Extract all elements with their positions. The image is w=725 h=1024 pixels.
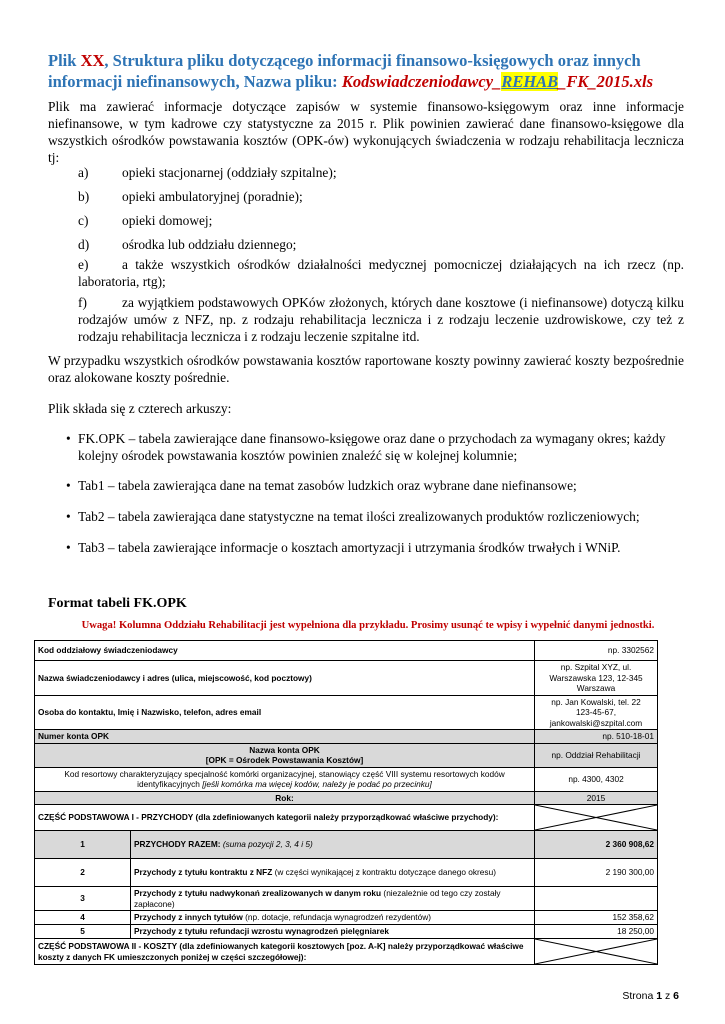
- row-value: [535, 887, 658, 911]
- row-number: 5: [35, 925, 131, 939]
- row-label: Przychody z tytułu refundacji wzrostu wynagrodzeń pielęgniarek: [131, 925, 535, 939]
- row-value: 152 358,62: [535, 911, 658, 925]
- page-total: 6: [673, 990, 679, 1002]
- row-label: Numer konta OPK: [35, 730, 535, 744]
- bullet-tab3: • Tab3 – tabela zawierające informacje o kosztach amortyzacji i utrzymania środków trwałych i WNiP.: [66, 540, 621, 555]
- row-label: Przychody z tytułu kontraktu z NFZ (w części wynikającej z kontraktu dotyczące danego okresu): [131, 859, 535, 887]
- title-xx: XX: [80, 51, 105, 70]
- costs-paragraph: W przypadku wszystkich ośrodków powstawania kosztów raportowane koszty powinny zawierać koszty bezpośrednie oraz alokowane koszty pośrednie.: [48, 353, 684, 385]
- row-number: 2: [35, 859, 131, 887]
- section-header-label: CZĘŚĆ PODSTAWOWA II - KOSZTY (dla zdefiniowanych kategorii kosztowych [poz. A-K] należy przyporządkować właściwe koszty z danych FK umieszczonych poniżej w części szczegółowej):: [35, 939, 535, 965]
- sheets-intro: Plik składa się z czterech arkuszy:: [48, 401, 232, 416]
- table-row: [35, 911, 658, 925]
- section-header-label: CZĘŚĆ PODSTAWOWA I - PRZYCHODY (dla zdefiniowanych kategorii należy przyporządkować właściwe przychody):: [35, 805, 535, 831]
- intro-paragraph: Plik ma zawierać informacje dotyczące zapisów w systemie finansowo-księgowym oraz inne informacje niefinansowe, w tym kadrowe czy statystyczne za 2015 r. Plik powinien zawierać dane finansowo-księgowe dla wszystkich ośrodków powstawania kosztów (OPK-ów) wykonujących świadczenia w rodzaju rehabilitacja lecznicza tj:: [48, 99, 684, 165]
- list-item-b: b) opieki ambulatoryjnej (poradnie);: [78, 189, 303, 204]
- row-label: PRZYCHODY RAZEM: (suma pozycji 2, 3, 4 i 5): [131, 831, 535, 859]
- row-label: Rok:: [35, 791, 535, 805]
- row-value: 2 190 300,00: [535, 859, 658, 887]
- list-item-f: f) za wyjątkiem podstawowych OPKów złożonych, których dane kosztowe (i niefinansowe) dotyczą kilku rodzajów umów z NFZ, np. z rodzaju rehabilitacja lecznicza i z rodzaju leczenie uzdrowiskowe, czy też z rodzaju rehabilitacja lecznicza i z rodzaju leczenie szpitalne itd.: [78, 295, 684, 344]
- row-label: Kod resortowy charakteryzujący specjalność komórki organizacyjnej, stanowiący część VIII systemu resortowych kodów identyfikacyjnych [jeśli komórka ma więcej kodów, należy je podać po przecinku]: [35, 767, 535, 791]
- table-row: [35, 661, 658, 696]
- row-number: 4: [35, 911, 131, 925]
- row-label: Nazwa świadczeniodawcy i adres (ulica, miejscowość, kod pocztowy): [35, 661, 535, 696]
- bullet-fk-opk: • FK.OPK – tabela zawierające dane finansowo-księgowe oraz dane o przychodach za wymagany okres; każdy kolejny ośrodek powstawania kosztów powinien znaleźć się w kolejnej kolumnie;: [66, 431, 666, 463]
- section-header-revenue: [35, 805, 658, 831]
- table-row: [35, 695, 658, 730]
- table-row: [35, 641, 658, 661]
- row-number: 1: [35, 831, 131, 859]
- list-item-c: c) opieki domowej;: [78, 213, 213, 228]
- file-name-part-1: Kodswiadczeniodawcy_: [341, 72, 502, 91]
- table-row: [35, 767, 658, 791]
- table-row: [35, 791, 658, 805]
- row-value: np. Oddział Rehabilitacji: [535, 743, 658, 767]
- fk-opk-table: [34, 640, 658, 965]
- crossed-cell: [535, 939, 658, 965]
- row-value: np. Szpital XYZ, ul. Warszawska 123, 12-345 Warszawa: [535, 661, 658, 696]
- row-value: np. 3302562: [535, 641, 658, 661]
- page-number: 1: [656, 990, 663, 1002]
- table-row: [35, 743, 658, 767]
- row-value: 2015: [535, 791, 658, 805]
- row-label: Przychody z innych tytułów (np. dotacje, refundacja wynagrodzeń rezydentów): [131, 911, 535, 925]
- row-label: Osoba do kontaktu, Imię i Nazwisko, telefon, adres email: [35, 695, 535, 730]
- file-name-highlight: REHAB: [501, 72, 559, 91]
- row-label: Nazwa konta OPK [OPK = Ośrodek Powstawania Kosztów]: [35, 743, 535, 767]
- table-row: [35, 925, 658, 939]
- document-title: Plik XX, Struktura pliku dotyczącego informacji finansowo-księgowych oraz innych informacji niefinansowych, Nazwa pliku: Kodswiadczeniodawcy_REHAB_FK_2015.xls: [48, 51, 654, 91]
- bullet-tab2: • Tab2 – tabela zawierająca dane statystyczne na temat ilości zrealizowanych produktów rozliczeniowych;: [66, 509, 640, 524]
- row-value: np. Jan Kowalski, tel. 22 123-45-67, jankowalski@szpital.com: [535, 695, 658, 730]
- crossed-cell: [535, 805, 658, 831]
- table-row: [35, 887, 658, 911]
- row-label: Przychody z tytułu nadwykonań zrealizowanych w danym roku (niezależnie od tego czy zostały zapłacone): [131, 887, 535, 911]
- list-item-d: d) ośrodka lub oddziału dziennego;: [78, 237, 297, 252]
- row-label: Kod oddziałowy świadczeniodawcy: [35, 641, 535, 661]
- list-item-e: e) a także wszystkich ośrodków działalności medycznej pomocniczej działających na ich rzecz (np. laboratoria, rtg);: [78, 257, 684, 289]
- table-row: [35, 859, 658, 887]
- row-value: 2 360 908,62: [535, 831, 658, 859]
- table-row: [35, 831, 658, 859]
- section-header-costs: [35, 939, 658, 965]
- bullet-tab1: • Tab1 – tabela zawierająca dane na temat zasobów ludzkich oraz wybrane dane niefinansowe;: [66, 478, 577, 493]
- file-name-part-2: _FK_2015.xls: [558, 72, 654, 91]
- warning-note: Uwaga! Kolumna Oddziału Rehabilitacji jest wypełniona dla przykładu. Prosimy usunąć te wpisy i wypełnić danymi jednostki.: [81, 620, 655, 631]
- row-value: np. 4300, 4302: [535, 767, 658, 791]
- page-footer: Strona 1 z 6: [622, 990, 679, 1002]
- row-value: np. 510-18-01: [535, 730, 658, 744]
- row-number: 3: [35, 887, 131, 911]
- list-item-a: a) opieki stacjonarnej (oddziały szpitalne);: [78, 165, 337, 180]
- row-value: 18 250,00: [535, 925, 658, 939]
- table-row: [35, 730, 658, 744]
- format-title: Format tabeli FK.OPK: [48, 596, 187, 611]
